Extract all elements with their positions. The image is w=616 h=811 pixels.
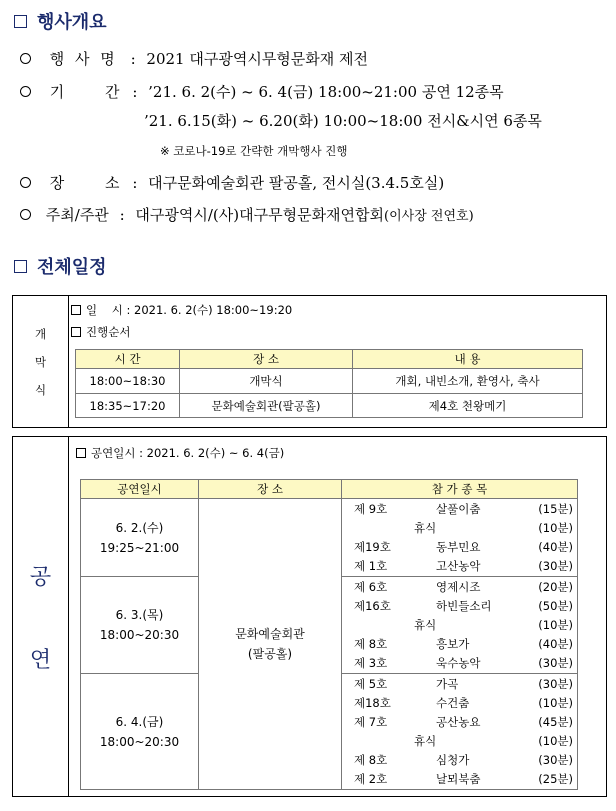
opening-table (75, 349, 583, 418)
program-items (342, 577, 578, 674)
list-item: 제 6호 영제시조 (20분) (354, 580, 573, 594)
checkbox-square-icon (76, 448, 86, 458)
overview-event-name: 행 사 명 : 2021 대구광역시무형문화재 제전 (20, 48, 368, 69)
field-value: 대구문화예술회관 팔공홀, 전시실(3.4.5호실) (148, 174, 445, 192)
section-title: 전체일정 (37, 257, 107, 278)
column-header: 내 용 (353, 350, 583, 369)
field-label: 주최/주관 (45, 206, 109, 224)
list-item: 제 1호 고산농악 (30분) (354, 559, 573, 573)
period-line-2: ’21. 6.15(화) ~ 6.20(화) 10:00~18:00 전시&시연 6종목 (144, 112, 542, 130)
field-label: 행 사 명 (49, 50, 118, 68)
list-item: 제18호 수건춤 (10분) (354, 696, 573, 710)
list-item: 제 5호 가곡 (30분) (354, 677, 573, 691)
list-item: 제 2호 날뫼북춤 (25분) (354, 772, 573, 786)
period-note: ※ 코로나-19로 간략한 개막행사 진행 (160, 144, 348, 158)
opening-date-line: 일 시 : 2021. 6. 2(수) 18:00~19:20 (71, 302, 292, 318)
field-value: 2021 대구광역시무형문화재 제전 (146, 50, 369, 68)
opening-order-label: 진행순서 (71, 324, 130, 340)
column-header: 장 소 (199, 480, 342, 499)
circle-bullet-icon (20, 209, 31, 220)
list-item: 제 8호 심청가 (30분) (354, 753, 573, 767)
section-title: 행사개요 (37, 12, 107, 33)
day-cell: 6. 3.(목) 18:00~20:30 (81, 577, 199, 674)
list-item: 제16호 하빈들소리 (50분) (354, 599, 573, 613)
section-heading-schedule (14, 253, 107, 279)
opening-ceremony-box (12, 295, 607, 428)
circle-bullet-icon (20, 86, 31, 97)
performance-table (80, 479, 578, 790)
day-cell: 6. 2.(수) 19:25~21:00 (81, 499, 199, 577)
field-label: 기 간 (49, 83, 120, 101)
column-header: 참 가 종 목 (342, 480, 578, 499)
list-item: 제 8호 흥보가 (40분) (354, 637, 573, 651)
column-header: 시 간 (76, 350, 180, 369)
program-items (342, 674, 578, 790)
day-cell: 6. 4.(금) 18:00~20:30 (81, 674, 199, 790)
list-item: 제 3호 욱수농악 (30분) (354, 656, 573, 670)
list-item: 제 7호 공산농요 (45분) (354, 715, 573, 729)
list-item: 제19호 동부민요 (40분) (354, 540, 573, 554)
list-item: 휴식 (10분) (414, 618, 573, 632)
period-line-1: ’21. 6. 2(수) ~ 6. 4(금) 18:00~21:00 공연 12종목 (148, 83, 504, 101)
overview-period: 기 간 : ’21. 6. 2(수) ~ 6. 4(금) 18:00~21:00 공연 12종목 (20, 81, 504, 102)
opening-side-label: 개 막 식 (13, 296, 69, 427)
checkbox-square-icon (14, 260, 27, 273)
column-header: 공연일시 (81, 480, 199, 499)
host-chair: (이사장 전연호) (384, 209, 474, 224)
column-header: 장 소 (180, 350, 353, 369)
circle-bullet-icon (20, 53, 31, 64)
table-row (81, 499, 578, 577)
table-row: 18:00~18:30 개막식 개회, 내빈소개, 환영사, 축사 (76, 369, 583, 394)
table-row: 18:35~17:20 문화예술회관(팔공홀) 제4호 천왕메기 (76, 394, 583, 418)
list-item: 휴식 (10분) (414, 734, 573, 748)
field-label: 장 소 (49, 174, 120, 192)
performance-side-label: 공 연 (13, 437, 69, 796)
program-items (342, 499, 578, 577)
list-item: 제 9호 살풀이춤 (15분) (354, 502, 573, 516)
checkbox-square-icon (71, 327, 81, 337)
overview-venue: 장 소 : 대구문화예술회관 팔공홀, 전시실(3.4.5호실) (20, 172, 444, 193)
section-heading-overview (14, 8, 107, 34)
venue-cell: 문화예술회관 (팔공홀) (199, 499, 342, 790)
circle-bullet-icon (20, 177, 31, 188)
list-item: 휴식 (10분) (414, 521, 573, 535)
field-value: 대구광역시/(사)대구무형문화재연합회 (135, 206, 385, 224)
checkbox-square-icon (71, 305, 81, 315)
checkbox-square-icon (14, 15, 27, 28)
performance-box (12, 436, 607, 797)
overview-host: 주최/주관 : 대구광역시/(사)대구무형문화재연합회(이사장 전연호) (20, 204, 474, 225)
performance-date-line: 공연일시 : 2021. 6. 2(수) ~ 6. 4(금) (76, 445, 284, 461)
